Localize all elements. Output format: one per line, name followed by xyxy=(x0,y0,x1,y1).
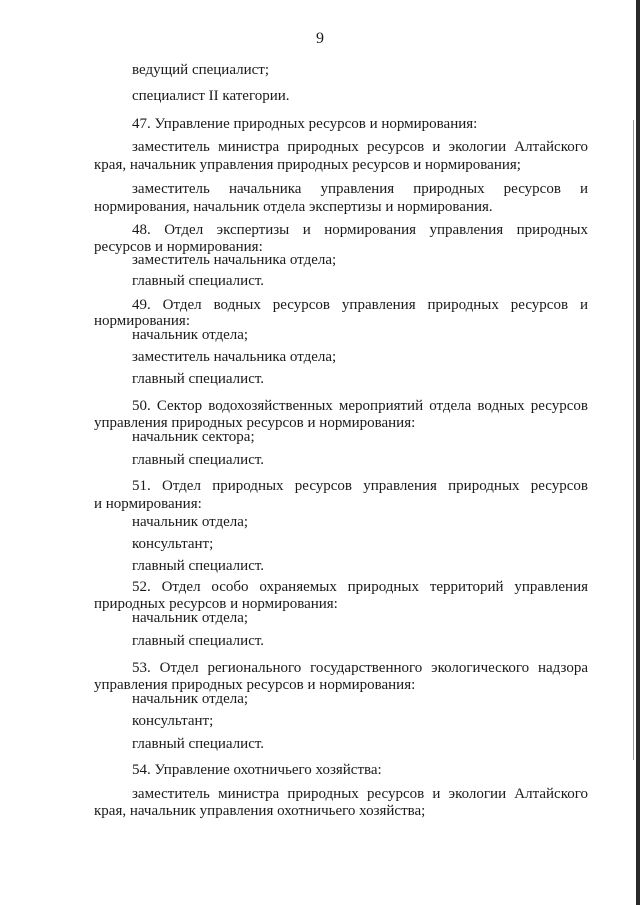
section-heading: управления природных ресурсов и нормирования: xyxy=(94,677,416,693)
section-heading: 54. Управление охотничьего хозяйства: xyxy=(132,762,382,778)
text-line: консультант; xyxy=(132,536,214,552)
text-line: специалист II категории. xyxy=(132,88,290,104)
section-heading: нормирования: xyxy=(94,313,190,329)
text-line: главный специалист. xyxy=(132,371,265,387)
section-heading: 47. Управление природных ресурсов и нормирования: xyxy=(132,116,478,132)
text-line: начальник отдела; xyxy=(132,610,249,626)
text-line: начальник отдела; xyxy=(132,514,249,530)
section-heading: природных ресурсов и нормирования: xyxy=(94,596,338,612)
text-line: главный специалист. xyxy=(132,558,265,574)
text-line: края, начальник управления природных ресурсов и нормирования; xyxy=(94,157,521,173)
text-line: главный специалист. xyxy=(132,273,265,289)
text-line: главный специалист. xyxy=(132,736,265,752)
text-line: начальник отдела; xyxy=(132,327,249,343)
section-heading: 51. Отдел природных ресурсов управления природных ресурсов xyxy=(132,478,588,494)
text-line: консультант; xyxy=(132,713,214,729)
section-heading: и нормирования: xyxy=(94,496,202,512)
section-heading: 49. Отдел водных ресурсов управления природных ресурсов и xyxy=(132,297,588,313)
text-line: нормирования, начальник отдела экспертизы и нормирования. xyxy=(94,199,493,215)
text-line: начальник сектора; xyxy=(132,429,255,445)
section-heading: 52. Отдел особо охраняемых природных территорий управления xyxy=(132,579,588,595)
section-heading: 53. Отдел регионального государственного экологического надзора xyxy=(132,660,588,676)
text-line: главный специалист. xyxy=(132,633,265,649)
text-line: заместитель начальника управления природных ресурсов и xyxy=(132,181,588,197)
text-line: заместитель министра природных ресурсов и экологии Алтайского xyxy=(132,786,588,802)
scan-edge-shadow xyxy=(633,120,634,760)
section-heading: управления природных ресурсов и нормирования: xyxy=(94,415,416,431)
text-line: ведущий специалист; xyxy=(132,62,270,78)
text-line: заместитель министра природных ресурсов и экологии Алтайского xyxy=(132,139,588,155)
text-line: начальник отдела; xyxy=(132,691,249,707)
text-line: главный специалист. xyxy=(132,452,265,468)
section-heading: 48. Отдел экспертизы и нормирования управления природных xyxy=(132,222,588,238)
section-heading: 50. Сектор водохозяйственных мероприятий отдела водных ресурсов xyxy=(132,398,588,414)
page-number: 9 xyxy=(316,30,324,47)
text-line: заместитель начальника отдела; xyxy=(132,349,337,365)
text-line: заместитель начальника отдела; xyxy=(132,252,337,268)
text-line: края, начальник управления охотничьего хозяйства; xyxy=(94,803,426,819)
scan-edge xyxy=(636,0,640,905)
section-heading: ресурсов и нормирования: xyxy=(94,239,263,255)
